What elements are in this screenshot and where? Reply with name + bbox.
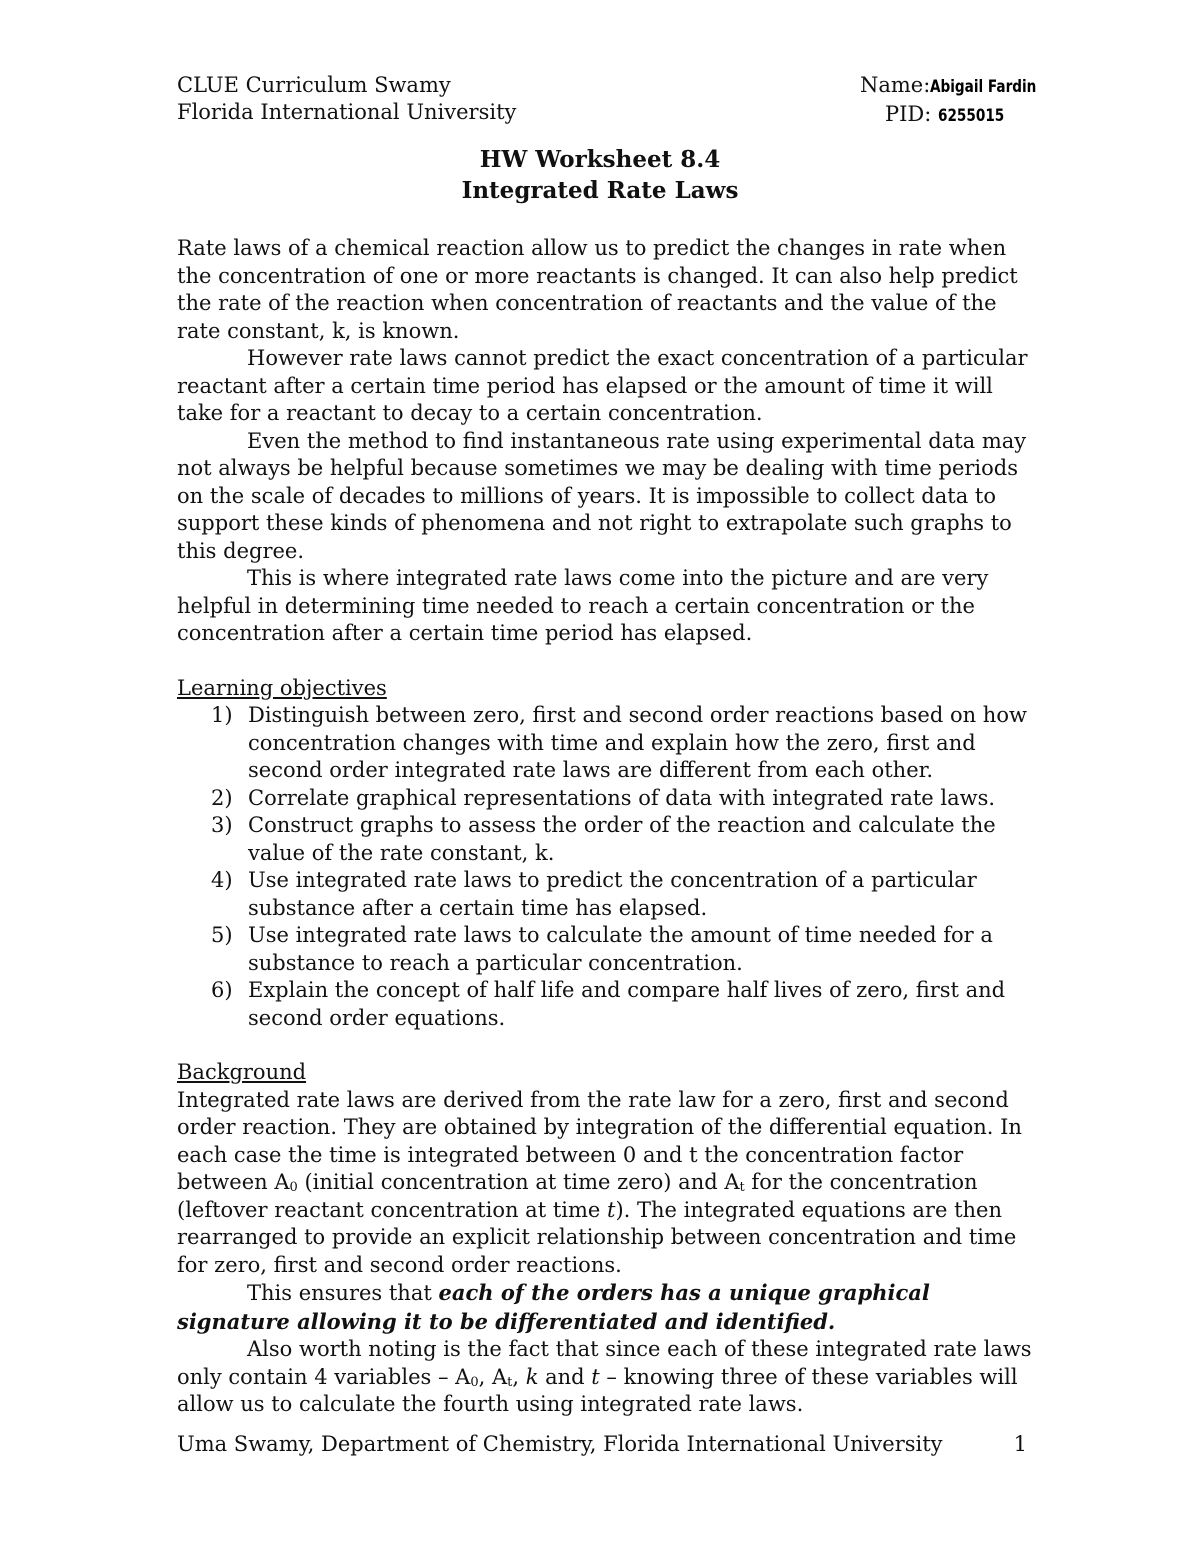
bg-p3-text-b: , A (478, 1364, 508, 1389)
intro-paragraph-4: This is where integrated rate laws come into the picture and are very helpful in determining time needed to reach a certain concentration or the concentration after a certain time period has elapsed. (177, 566, 989, 645)
subscript-zero: 0 (470, 1374, 479, 1390)
pid-value: 6255015 (938, 106, 1005, 126)
objective-text: Use integrated rate laws to predict the concentration of a particular substance after a certain time has elapsed. (248, 868, 977, 920)
objective-number: 1) (211, 703, 233, 727)
name-label: Name: (860, 73, 931, 97)
background-paragraph-2 (177, 1279, 1037, 1336)
objective-number: 4) (211, 868, 233, 892)
bg-p1-text-c: for the concentration (leftover reactant concentration at time (177, 1170, 978, 1222)
bg-p1-text-b: (initial concentration at time zero) and A (297, 1170, 740, 1194)
worksheet-body (177, 235, 1037, 1419)
objective-number: 5) (211, 923, 233, 947)
objective-item (177, 812, 1037, 867)
objective-item (177, 977, 1037, 1032)
page-title (0, 144, 1200, 206)
bg-p2-text-a: This ensures that (247, 1281, 439, 1305)
objective-item (177, 867, 1037, 922)
objective-text: Use integrated rate laws to calculate the amount of time needed for a substance to reach a particular concentration. (248, 923, 993, 975)
subscript-zero: 0 (289, 1180, 298, 1195)
intro-paragraph-1: Rate laws of a chemical reaction allow us to predict the changes in rate when the concentration of one or more reactants is changed. It can also help predict the rate of the reaction when concentration of reactants and the value of the rate constant, k, is known. (177, 236, 1018, 343)
objective-item (177, 702, 1037, 785)
bg-p3-text-c: , (512, 1364, 526, 1389)
pid-label: PID: (885, 102, 932, 126)
bg-p3-text-e: – knowing three of these variables will allow us to calculate the fourth using integrated rate laws. (177, 1364, 1018, 1416)
university-name: Florida International University (177, 100, 517, 124)
footer-text: Uma Swamy, Department of Chemistry, Florida International University (177, 1432, 943, 1456)
objective-number: 2) (211, 785, 233, 810)
objective-item (177, 785, 1037, 813)
bg-p1-text-a: Integrated rate laws are derived from the rate law for a zero, first and second order reaction. They are obtained by integration of the differential equation. In each case the time is integrated between 0 and t the concentration factor between A (177, 1087, 1022, 1194)
bg-p1-text-d: ). The integrated equations are then rearranged to provide an explicit relationship between concentration and time for zero, first and second order reactions. (177, 1197, 1017, 1277)
objective-text: Construct graphs to assess the order of the reaction and calculate the value of the rate constant, k. (248, 813, 996, 865)
variable-t: t (591, 1364, 600, 1389)
bg-p2-emphasis: each of the orders has a unique graphical signature allowing it to be differentiated and identified. (177, 1280, 930, 1334)
title-line-1: HW Worksheet 8.4 (479, 146, 721, 173)
title-line-2: Integrated Rate Laws (461, 177, 739, 204)
bg-p3-text-d: and (538, 1364, 592, 1389)
intro-paragraph-3: Even the method to find instantaneous rate using experimental data may not always be helpful because sometimes we may be dealing with time periods on the scale of decades to millions of years. It is impossible to collect data to support these kinds of phenomena and not right to extrapolate such graphs to this degree. (177, 428, 1027, 563)
page-number: 1 (1013, 1432, 1027, 1456)
background-heading: Background (177, 1060, 307, 1084)
course-name: CLUE Curriculum Swamy (177, 73, 451, 97)
background-paragraph-3 (177, 1336, 1037, 1419)
header-left (177, 72, 516, 126)
objective-number: 6) (211, 978, 233, 1002)
objectives-heading: Learning objectives (177, 675, 387, 700)
variable-t: t (607, 1197, 616, 1222)
header-right (860, 72, 1080, 130)
subscript-t: t (739, 1180, 745, 1195)
variable-k: k (525, 1364, 539, 1389)
objective-item (177, 922, 1037, 977)
pid-row (860, 101, 1080, 130)
subscript-t: t (507, 1374, 513, 1390)
objective-text: Distinguish between zero, first and second order reactions based on how concentration changes with time and explain how the zero, first and second order integrated rate laws are different from each other. (248, 703, 1027, 782)
objective-text: Explain the concept of half life and compare half lives of zero, first and second order equations. (248, 978, 1006, 1030)
background-paragraph-1 (177, 1087, 1037, 1280)
objectives-list (177, 702, 1037, 1032)
objective-text: Correlate graphical representations of data with integrated rate laws. (248, 785, 996, 810)
intro-paragraph-2: However rate laws cannot predict the exact concentration of a particular reactant after a certain time period has elapsed or the amount of time it will take for a reactant to decay to a certain concentration. (177, 346, 1028, 425)
page-footer (177, 1431, 1027, 1458)
name-value: Abigail Fardin (930, 77, 1037, 97)
bg-p3-text-a: Also worth noting is the fact that since each of these integrated rate laws only contain 4 variables – A (177, 1337, 1032, 1389)
objective-number: 3) (211, 813, 233, 837)
name-row (860, 72, 1080, 101)
